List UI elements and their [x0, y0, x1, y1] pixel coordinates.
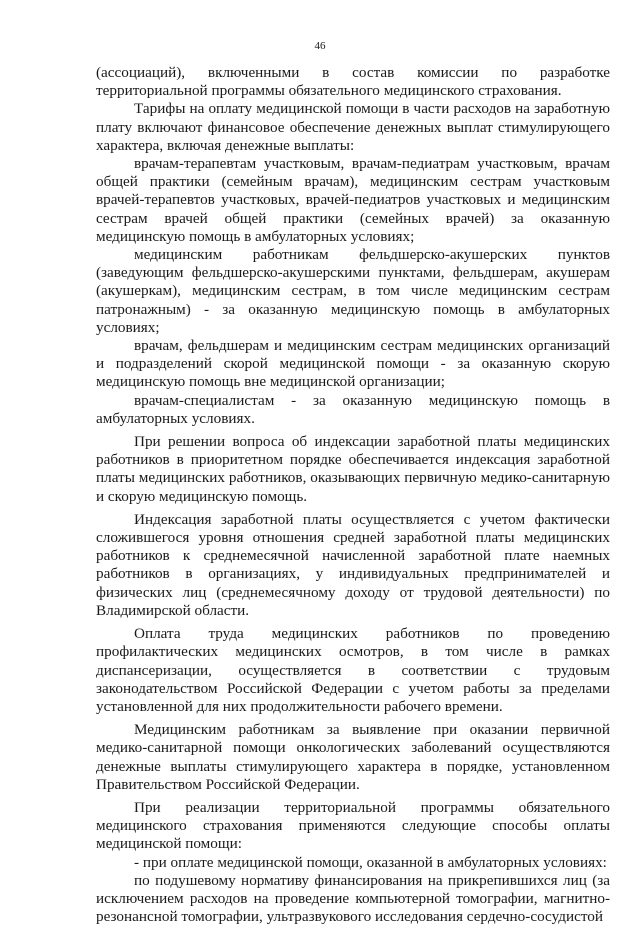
page-number: 46: [314, 40, 326, 52]
list-item-outpatient: - при оплате медицинской помощи, оказанной в амбулаторных условиях:: [134, 853, 607, 871]
paragraph-continuation: (ассоциаций), включенными в состав комиссии по разработке территориальной программы обязательного медицинского страхования.: [96, 64, 610, 100]
paragraph-indexation-priority: При решении вопроса об индексации заработной платы медицинских работников в приоритетном порядке обеспечивается индексация заработной платы медицинских работников, оказывающих первичную медико-санитарную и скорую медицинскую помощь.: [96, 433, 610, 505]
paragraph-per-capita: по подушевому нормативу финансирования на прикрепившихся лиц (за исключением расходов на проведение компьютерной томографии, магнитно-резонансной томографии, ультразвукового исследования сердечно-сосудистой: [96, 871, 610, 926]
paragraph-labor-payment: Оплата труда медицинских работников по проведению профилактических медицинских осмотров, в том числе в рамках диспансеризации, осуществляется в соответствии с трудовым законодательством Российской Федерации с учетом работы за пределами установленной для них продолжительности рабочего времени.: [96, 625, 610, 715]
paragraph-indexation: Индексация заработной платы осуществляется с учетом фактически сложившегося уровня отношения средней заработной платы медицинских работников к среднемесячной начисленной заработной плате наемных работников в организациях, у индивидуальных предпринимателей и физических лиц (среднемесячному доходу от трудовой деятельности) по Владимирской области.: [96, 510, 610, 619]
list-item-fap-workers: медицинским работникам фельдшерско-акушерских пунктов (заведующим фельдшерско-акушерскими пунктами, фельдшерам, акушерам (акушеркам), медицинским сестрам, в том числе медицинским сестрам патронажным) - за оказанную медицинскую помощь в амбулаторных условиях;: [96, 246, 610, 336]
document-body: [96, 64, 610, 926]
list-item-emergency: врачам, фельдшерам и медицинским сестрам медицинских организаций и подразделений скорой медицинской помощи - за оказанную скорую медицинскую помощь вне медицинской организации;: [96, 337, 610, 391]
paragraph-payment-methods: При реализации территориальной программы обязательного медицинского страхования применяются следующие способы оплаты медицинской помощи:: [96, 798, 610, 853]
paragraph-oncology: Медицинским работникам за выявление при оказании первичной медико-санитарной помощи онкологических заболеваний осуществляются денежные выплаты стимулирующего характера в порядке, установленном Правительством Российской Федерации.: [96, 721, 610, 793]
paragraph-tariffs: Тарифы на оплату медицинской помощи в части расходов на заработную плату включают финансовое обеспечение денежных выплат стимулирующего характера, включая денежные выплаты:: [96, 100, 610, 154]
list-item-therapists: врачам-терапевтам участковым, врачам-педиатрам участковым, врачам общей практики (семейным врачам), медицинским сестрам участковым врачей-терапевтов участковых, врачей-педиатров участковых и медицинским сестрам врачей общей практики (семейных врачей) за оказанную медицинскую помощь в амбулаторных условиях;: [96, 155, 610, 245]
list-item-specialists: врачам-специалистам - за оказанную медицинскую помощь в амбулаторных условиях.: [96, 391, 610, 427]
